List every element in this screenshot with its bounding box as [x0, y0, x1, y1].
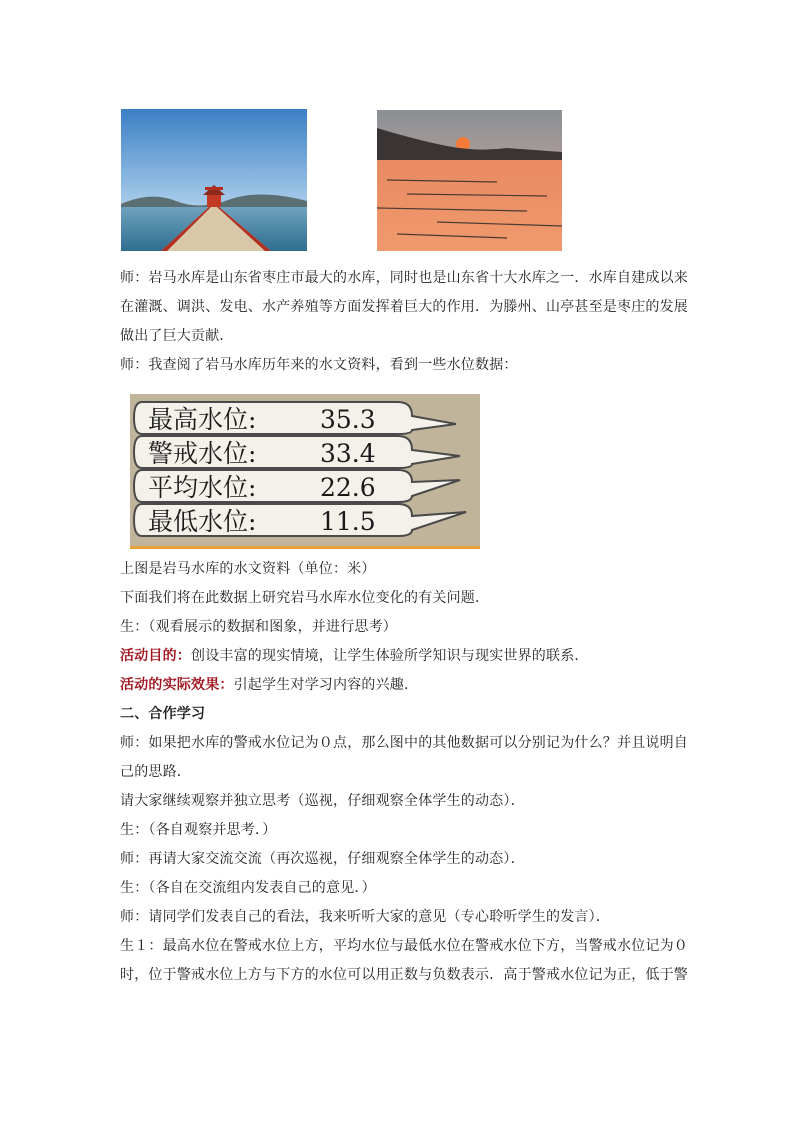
min-level-label: 最低水位:	[148, 507, 257, 536]
student-discuss: 生：（各自在交流组内发表自己的意见．）	[120, 880, 376, 896]
water-level-svg	[130, 394, 480, 549]
activity-effect-text: 引起学生对学习内容的兴趣．	[233, 677, 419, 693]
section-heading-cooperative: 二、合作学习	[120, 706, 206, 722]
teacher-think: 请大家继续观察并独立思考（巡视，仔细观察全体学生的动态）．	[120, 793, 525, 809]
teacher-discuss: 师：再请大家交流交流（再次巡视，仔细观察全体学生的动态）．	[120, 851, 525, 867]
student-observe: 生：（观看展示的数据和图象，并进行思考）	[120, 619, 397, 635]
activity-goal-text: 创设丰富的现实情境，让学生体验所学知识与现实世界的联系．	[191, 648, 589, 664]
pier-landscape-photo	[121, 109, 307, 251]
research-intro: 下面我们将在此数据上研究岩马水库水位变化的有关问题．	[120, 590, 490, 606]
sunset-photo-svg	[377, 110, 562, 251]
warning-level-value: 33.4	[320, 439, 376, 468]
average-level-value: 22.6	[320, 473, 376, 502]
activity-effect-label: 活动的实际效果：	[120, 677, 234, 693]
teacher-data-intro: 师：我查阅了岩马水库历年来的水文资料，看到一些水位数据：	[120, 357, 518, 373]
activity-effect	[120, 671, 680, 700]
figure-bottom-border	[130, 546, 480, 549]
teacher-question-line-2: 己的思路．	[120, 764, 191, 780]
activity-goal	[120, 642, 680, 671]
max-level-label: 最高水位:	[148, 405, 257, 434]
sunset-reservoir-photo	[377, 110, 562, 251]
teacher-intro-line-2: 在灌溉、调洪、发电、水产养殖等方面发挥着巨大的作用．为滕州、山亭甚至是枣庄的发展	[120, 299, 688, 315]
body-paragraphs	[120, 555, 688, 990]
warning-level-label: 警戒水位:	[148, 439, 257, 468]
teacher-intro-line-1: 师：岩马水库是山东省枣庄市最大的水库，同时也是山东省十大水库之一．水库自建成以来	[120, 270, 688, 286]
activity-goal-label: 活动目的：	[120, 648, 191, 664]
intro-paragraphs	[120, 264, 688, 380]
average-level-label: 平均水位:	[148, 473, 257, 502]
student-1-answer-line-1: 生１：最高水位在警戒水位上方，平均水位与最低水位在警戒水位下方，当警戒水位记为０	[120, 938, 688, 954]
water-level-figure	[130, 394, 480, 549]
teacher-intro-line-3: 做出了巨大贡献．	[120, 328, 234, 344]
figure-caption: 上图是岩马水库的水文资料（单位：米）	[120, 561, 376, 577]
teacher-question-line-1: 师：如果把水库的警戒水位记为０点，那么图中的其他数据可以分别记为什么？并且说明自	[120, 735, 688, 751]
pier-photo-svg	[121, 109, 307, 251]
student-think: 生：（各自观察并思考．）	[120, 822, 277, 838]
min-level-value: 11.5	[320, 507, 376, 536]
teacher-listen: 师：请同学们发表自己的看法，我来听听大家的意见（专心聆听学生的发言）．	[120, 909, 610, 925]
max-level-value: 35.3	[320, 405, 376, 434]
student-1-answer-line-2: 时，位于警戒水位上方与下方的水位可以用正数与负数表示．高于警戒水位记为正，低于警	[120, 967, 688, 983]
